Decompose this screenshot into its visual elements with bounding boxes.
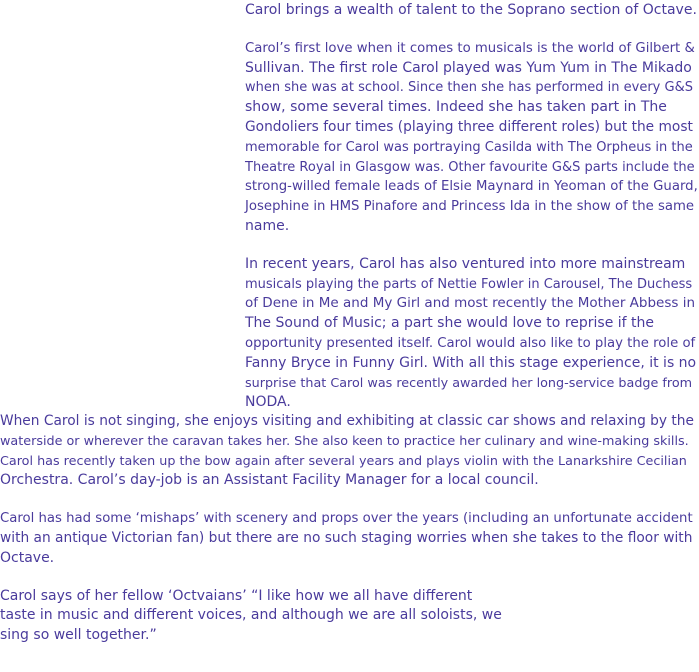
text-line: memorable for Carol was portraying Casilda with The Orpheus in the [245,139,693,155]
mishaps-paragraph [0,509,699,568]
quote-paragraph [0,587,502,646]
text-line: Carol has recently taken up the bow again after several years and plays violin with the Lanarkshire Cecilian [0,453,687,469]
intro-paragraph [245,1,699,21]
text-line: name. [245,217,290,234]
text-line: In recent years, Carol has also ventured into more mainstream [245,255,686,272]
text-line: strong-willed female leads of Elsie Maynard in Yeoman of the Guard, [245,179,698,195]
hobbies-paragraph [0,412,699,491]
text-line: taste in music and different voices, and although we are all soloists, we [0,607,502,624]
text-line: Carol’s first love when it comes to musicals is the world of Gilbert & [245,40,695,56]
text-line: of Dene in Me and My Girl and most recently the Mother Abbess in [245,295,696,312]
text-line: show, some several times. Indeed she has taken part in The [245,99,667,116]
text-line: When Carol is not singing, she enjoys visiting and exhibiting at classic car shows and relaxing by the [0,413,694,429]
text-line: Orchestra. Carol’s day-job is an Assistant Facility Manager for a local council. [0,472,539,489]
text-line: Carol brings a wealth of talent to the Soprano section of Octave. [245,2,697,18]
text-line: sing so well together.” [0,627,157,644]
text-line: NODA. [245,394,291,411]
text-line: Gondoliers four times (playing three different roles) but the most [245,118,693,135]
indented-column [245,1,699,431]
text-line: waterside or wherever the caravan takes her. She also keen to practice her culinary and wine-making skills. [0,433,689,449]
text-line: Octave. [0,549,55,566]
text-line: Carol has had some ‘mishaps’ with scenery and props over the years (including an unfortunate accident [0,511,693,527]
text-line: when she was at school. Since then she has performed in every G&S [245,80,693,96]
text-line: Fanny Bryce in Funny Girl. With all this stage experience, it is no [245,354,697,371]
text-line: Josephine in HMS Pinafore and Princess Ida in the show of the same [245,199,695,215]
full-width-column [0,412,699,664]
text-line: The Sound of Music; a part she would love to reprise if the [245,315,655,332]
text-line: musicals playing the parts of Nettie Fowler in Carousel, The Duchess [245,276,693,292]
text-line: opportunity presented itself. Carol would also like to play the role of [245,335,696,351]
text-line: with an antique Victorian fan) but there are no such staging worries when she takes to the floor with [0,529,693,546]
gilbert-sullivan-paragraph [245,39,699,237]
text-line: Theatre Royal in Glasgow was. Other favourite G&S parts include the [245,159,695,175]
text-line: Carol says of her fellow ‘Octvaians’ “I like how we all have different [0,587,473,604]
text-line: Sullivan. The first role Carol played was Yum Yum in The Mikado [245,59,692,76]
mainstream-paragraph [245,255,699,413]
text-line: surprise that Carol was recently awarded her long-service badge from [245,375,693,391]
